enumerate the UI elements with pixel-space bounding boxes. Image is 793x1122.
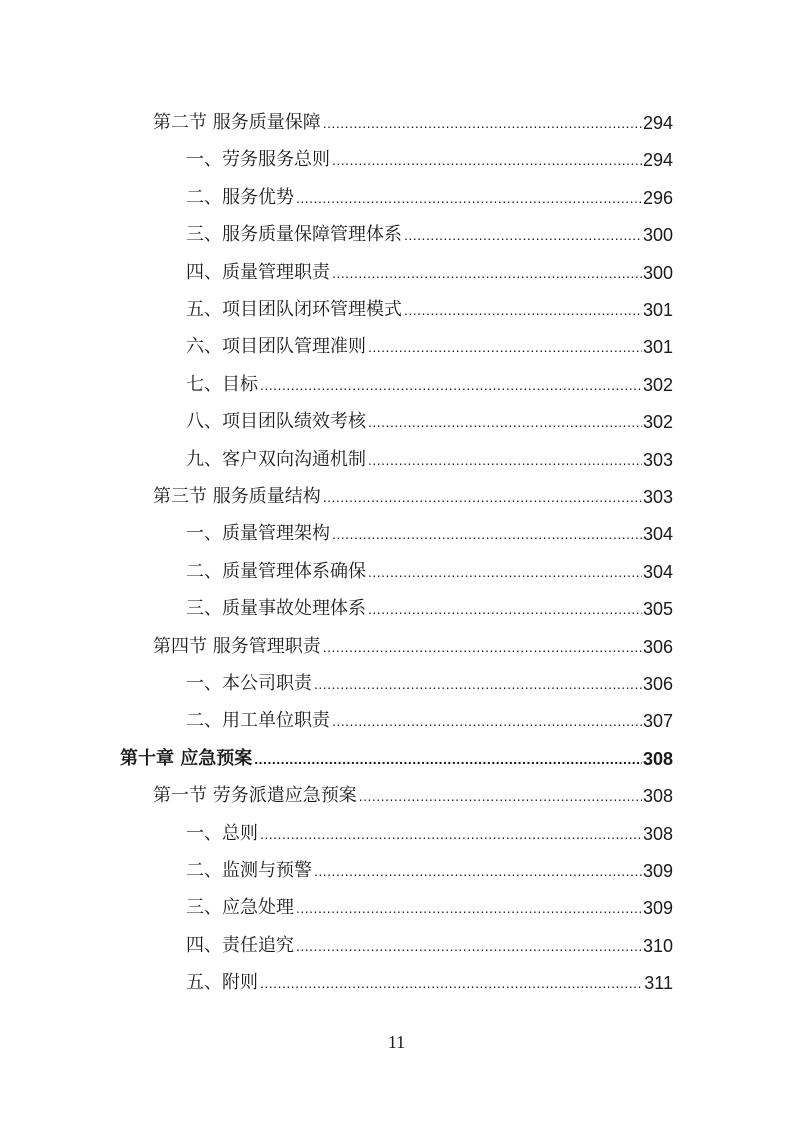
toc-entry[interactable] bbox=[0, 661, 673, 695]
toc-entry-label: 五、附则 bbox=[186, 972, 258, 994]
toc-leader-dots bbox=[296, 937, 642, 955]
toc-entry[interactable] bbox=[0, 250, 673, 284]
toc-leader-dots bbox=[368, 600, 642, 618]
toc-leader-dots bbox=[296, 189, 642, 207]
toc-leader-dots bbox=[368, 451, 642, 469]
toc-entry-page: 306 bbox=[642, 636, 673, 657]
toc-entry[interactable] bbox=[0, 212, 673, 246]
toc-leader-dots bbox=[404, 226, 642, 244]
toc-entry[interactable] bbox=[0, 100, 673, 134]
toc-entry-label: 二、用工单位职责 bbox=[186, 710, 330, 732]
toc-leader-dots bbox=[404, 301, 642, 319]
toc-leader-dots bbox=[260, 974, 643, 992]
toc-entry-label: 四、质量管理职责 bbox=[186, 261, 330, 283]
toc-entry-label: 三、质量事故处理体系 bbox=[186, 598, 366, 620]
toc-chapter-entry[interactable] bbox=[0, 736, 673, 770]
toc-entry-label: 第一节 劳务派遣应急预案 bbox=[153, 785, 357, 807]
toc-entry-page: 308 bbox=[642, 786, 673, 807]
toc-entry-label: 三、应急处理 bbox=[186, 897, 294, 919]
toc-entry-page: 296 bbox=[642, 187, 673, 208]
toc-entry-page: 307 bbox=[642, 711, 673, 732]
toc-entry[interactable] bbox=[0, 474, 673, 508]
toc-entry-label: 二、质量管理体系确保 bbox=[186, 560, 366, 582]
toc-entry[interactable] bbox=[0, 175, 673, 209]
toc-entry-page: 304 bbox=[642, 561, 673, 582]
toc-entry-page: 309 bbox=[642, 861, 673, 881]
toc-entry-label: 二、服务优势 bbox=[186, 186, 294, 208]
toc-leader-dots bbox=[368, 413, 642, 431]
toc-leader-dots bbox=[314, 862, 642, 880]
toc-entry-page: 311 bbox=[644, 973, 673, 994]
toc-entry[interactable] bbox=[0, 399, 673, 433]
toc-leader-dots bbox=[359, 787, 642, 805]
toc-entry-page: 294 bbox=[642, 113, 673, 133]
toc-entry[interactable] bbox=[0, 324, 673, 358]
toc-entry[interactable] bbox=[0, 848, 673, 882]
toc-entry[interactable] bbox=[0, 586, 673, 620]
toc-entry-page: 301 bbox=[642, 300, 673, 320]
toc-entry-label: 第四节 服务管理职责 bbox=[153, 635, 321, 657]
toc-entry[interactable] bbox=[0, 698, 673, 732]
toc-entry-label: 一、质量管理架构 bbox=[186, 523, 330, 545]
page-number: 11 bbox=[387, 1032, 406, 1052]
toc-leader-dots bbox=[332, 151, 642, 169]
toc-entry-page: 302 bbox=[642, 412, 673, 433]
toc-entry-page: 305 bbox=[642, 599, 673, 620]
toc-leader-dots bbox=[332, 525, 642, 543]
toc-leader-dots bbox=[296, 899, 642, 917]
toc-entry[interactable] bbox=[0, 960, 673, 994]
toc-entry-label: 八、项目团队绩效考核 bbox=[186, 411, 366, 433]
toc-entry[interactable] bbox=[0, 811, 673, 845]
toc-entry-page: 303 bbox=[642, 449, 673, 470]
toc-entry-label: 第二节 服务质量保障 bbox=[153, 112, 321, 133]
toc-entry-label: 七、目标 bbox=[186, 373, 258, 395]
toc-entry-label: 四、责任追究 bbox=[186, 934, 294, 956]
toc-entry-page: 300 bbox=[642, 225, 673, 246]
toc-leader-dots bbox=[314, 675, 642, 693]
toc-leader-dots bbox=[260, 376, 642, 394]
toc-entry[interactable] bbox=[0, 137, 673, 171]
toc-entry[interactable] bbox=[0, 773, 673, 807]
toc-entry[interactable] bbox=[0, 885, 673, 919]
toc-leader-dots bbox=[260, 825, 642, 843]
toc-leader-dots bbox=[368, 338, 642, 356]
toc-entry-page: 309 bbox=[642, 898, 673, 919]
toc-entry-page: 302 bbox=[642, 374, 673, 395]
toc-entry-label: 六、项目团队管理准则 bbox=[186, 336, 366, 358]
toc-entry[interactable] bbox=[0, 362, 673, 396]
toc-entry-page: 301 bbox=[642, 337, 673, 358]
toc-entry-label: 一、总则 bbox=[186, 822, 258, 844]
toc-leader-dots bbox=[254, 750, 642, 768]
toc-leader-dots bbox=[332, 264, 642, 282]
toc-entry-label: 五、项目团队闭环管理模式 bbox=[186, 299, 402, 320]
toc-leader-dots bbox=[323, 638, 642, 656]
toc-entry-page: 300 bbox=[642, 262, 673, 283]
toc-entry-label: 第十章 应急预案 bbox=[120, 747, 253, 769]
toc-entry-label: 三、服务质量保障管理体系 bbox=[186, 224, 402, 246]
toc-entry-label: 二、监测与预警 bbox=[186, 860, 312, 881]
toc-entry-page: 308 bbox=[642, 823, 673, 844]
toc-leader-dots bbox=[368, 563, 642, 581]
toc-entry-page: 310 bbox=[642, 935, 673, 956]
toc-entry-label: 第三节 服务质量结构 bbox=[153, 486, 321, 507]
toc-entry-page: 306 bbox=[642, 674, 673, 694]
toc-leader-dots bbox=[323, 114, 642, 132]
toc-entry-label: 一、本公司职责 bbox=[186, 673, 312, 694]
toc-entry[interactable] bbox=[0, 923, 673, 957]
toc-entry-label: 九、客户双向沟通机制 bbox=[186, 448, 366, 470]
toc-leader-dots bbox=[332, 712, 642, 730]
toc-entry[interactable] bbox=[0, 437, 673, 471]
toc-entry-page: 303 bbox=[642, 487, 673, 507]
toc-entry-page: 308 bbox=[642, 748, 673, 769]
toc-entry-page: 294 bbox=[642, 150, 673, 171]
toc-entry[interactable] bbox=[0, 511, 673, 545]
toc-entry[interactable] bbox=[0, 287, 673, 321]
toc-entry[interactable] bbox=[0, 624, 673, 658]
toc-entry-label: 一、劳务服务总则 bbox=[186, 149, 330, 171]
toc-entry[interactable] bbox=[0, 549, 673, 583]
toc-leader-dots bbox=[323, 488, 642, 506]
toc-entry-page: 304 bbox=[642, 524, 673, 545]
